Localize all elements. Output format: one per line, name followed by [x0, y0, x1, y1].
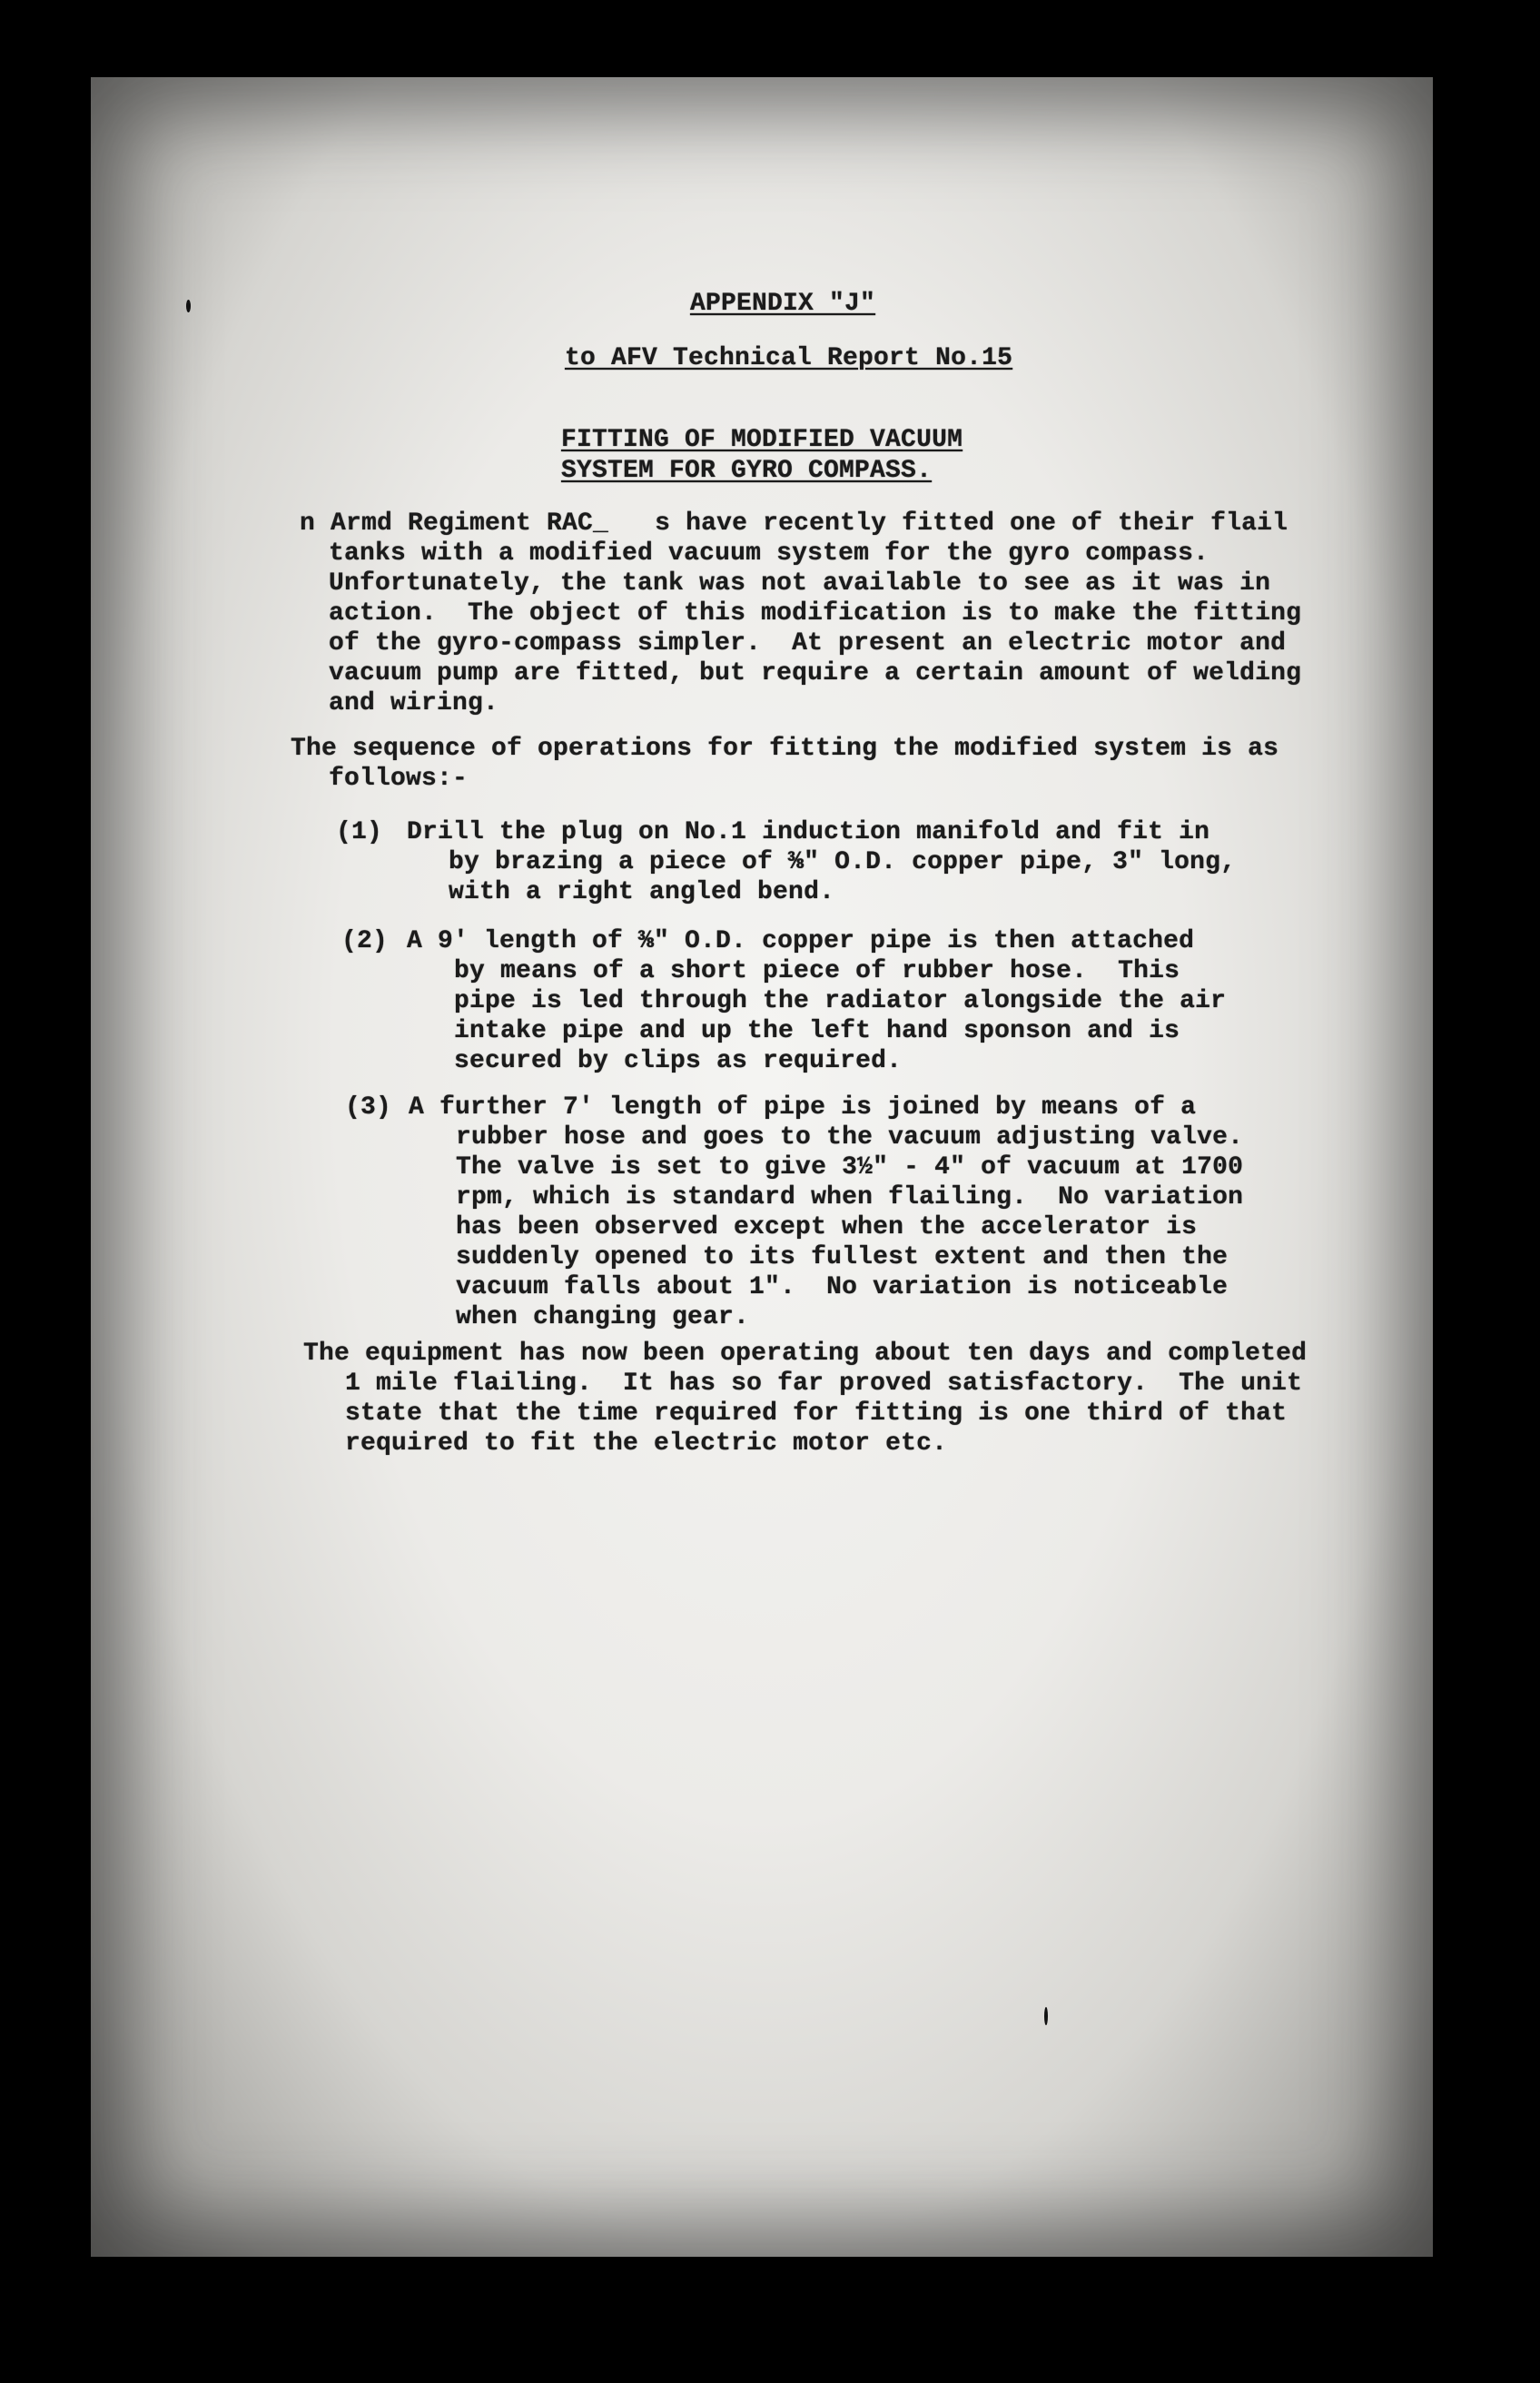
intro-line: n Armd Regiment RAC_ s have recently fitted one of their flail — [300, 509, 1288, 538]
intro-line: Unfortunately, the tank was not available to see as it was in — [329, 569, 1271, 598]
step-line: by brazing a piece of ⅜" O.D. copper pipe, 3" long, — [449, 848, 1237, 876]
intro-line: tanks with a modified vacuum system for the gyro compass. — [329, 539, 1209, 568]
step-line: has been observed except when the accelerator is — [456, 1213, 1198, 1241]
step-line: rpm, which is standard when flailing. No variation — [456, 1183, 1244, 1211]
closing-line: 1 mile flailing. It has so far proved satisfactory. The unit — [345, 1369, 1303, 1398]
intro-line: of the gyro-compass simpler. At present an electric motor and — [329, 629, 1287, 658]
appendix-heading: APPENDIX "J" — [690, 290, 876, 318]
step-number: (1) — [336, 818, 383, 846]
step-line: Drill the plug on No.1 induction manifold and fit in — [407, 818, 1210, 846]
step-line: by means of a short piece of rubber hose. This — [454, 957, 1180, 985]
step-line: secured by clips as required. — [454, 1047, 903, 1075]
scan-speck — [1044, 2007, 1048, 2025]
title-line-1: FITTING OF MODIFIED VACUUM — [561, 426, 963, 454]
closing-line: The equipment has now been operating about ten days and completed — [303, 1340, 1308, 1368]
intro-line: and wiring. — [329, 689, 499, 717]
step-line: pipe is led through the radiator alongside the air — [454, 987, 1227, 1015]
closing-line: required to fit the electric motor etc. — [345, 1429, 948, 1458]
step-line: with a right angled bend. — [449, 878, 835, 906]
step-number: (2) — [341, 927, 389, 955]
title-line-2: SYSTEM FOR GYRO COMPASS. — [561, 457, 933, 485]
step-line: rubber hose and goes to the vacuum adjusting valve. — [456, 1123, 1244, 1152]
step-line: The valve is set to give 3½" - 4" of vacuum at 1700 — [456, 1153, 1244, 1182]
scan-speck — [186, 300, 191, 312]
sequence-line: The sequence of operations for fitting the modified system is as — [291, 735, 1279, 763]
intro-line: vacuum pump are fitted, but require a certain amount of welding — [329, 659, 1302, 687]
step-number: (3) — [345, 1093, 392, 1122]
step-line: A further 7' length of pipe is joined by means of a — [409, 1093, 1197, 1122]
sequence-line: follows:- — [329, 765, 469, 793]
closing-line: state that the time required for fitting is one third of that — [345, 1399, 1288, 1428]
step-line: vacuum falls about 1". No variation is noticeable — [456, 1273, 1229, 1301]
step-line: intake pipe and up the left hand sponson and is — [454, 1017, 1180, 1045]
step-line: when changing gear. — [456, 1303, 750, 1331]
report-reference: to AFV Technical Report No.15 — [565, 344, 1013, 372]
step-line: suddenly opened to its fullest extent and then the — [456, 1243, 1229, 1271]
intro-line: action. The object of this modification is to make the fitting — [329, 599, 1302, 628]
step-line: A 9' length of ⅜" O.D. copper pipe is then attached — [407, 927, 1195, 955]
